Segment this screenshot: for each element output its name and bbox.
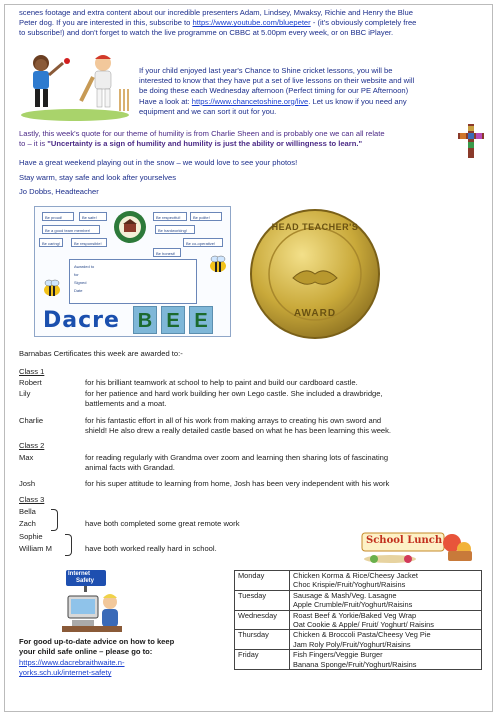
letter-tile-e: E — [189, 306, 213, 334]
award-name-zach: Zach — [19, 519, 36, 528]
internet-safety-paragraph — [19, 637, 229, 657]
table-row — [235, 590, 482, 610]
lunch-day: Wednesday — [235, 610, 290, 630]
award-name-robert: Robert — [19, 378, 42, 387]
blue-peter-link[interactable]: https://www.youtube.com/bluepeter — [192, 18, 311, 28]
cricket-line-2: interested to know that they have put a set of live lessons on their website and will — [139, 76, 415, 86]
award-name-max: Max — [19, 453, 34, 462]
cert-box-hardworking: Be hardworking! — [155, 225, 195, 234]
dacre-logo-text: Dacre — [43, 308, 120, 333]
cert-box-respectful: Be respectful! — [153, 212, 187, 221]
award-name-josh: Josh — [19, 479, 36, 488]
award-reason-charlie: for his fantastic effort in all of his work from making arrays to creating his own sword and shield! He also drew a really detailed castle based on what he has been learning this week. — [85, 416, 392, 436]
humility-quote: "Uncertainty is a sign of humility and humility is just the ability or willingness to learn." — [47, 139, 363, 149]
award-reason-robert: for his brilliant teamwork at school to help to paint and build our cardboard castle. — [85, 378, 358, 387]
for-label: for — [74, 272, 79, 277]
award-reason-lily: for her patience and hard work building her own Lego castle. She included a drawbridge, battlements and a moat. — [85, 389, 383, 409]
table-row — [235, 571, 482, 591]
award-name-lily: Lily — [19, 389, 31, 398]
cert-box-team: Be a good team member! — [42, 225, 100, 234]
award-name-charlie: Charlie — [19, 416, 44, 425]
quote-line-1: Lastly, this week's quote for our theme of humility is from Charlie Sheen and is probably one we can all relate — [19, 129, 385, 138]
internet-safety-sign: Internet Safety — [68, 571, 95, 584]
intro-line-1: scenes footage and extra content about our incredible presenters Adam, Lindsey, Mwaksy, Richie and Henry the Blue — [19, 8, 413, 17]
school-badge-icon — [113, 210, 147, 244]
intro-line-2: Peter dog. If you are interested in this, subscribe to https://www.youtube.com/bluepeter - (it's obviously completely free — [19, 18, 417, 28]
award-reason-group-2: have both worked really hard in school. — [85, 544, 217, 553]
lunch-day: Thursday — [235, 630, 290, 650]
award-name-bella: Bella — [19, 507, 36, 516]
cricket-paragraph — [139, 66, 491, 117]
barnabas-heading: Barnabas Certificates this week are awarded to:- — [19, 349, 183, 358]
school-lunch-banner — [360, 529, 478, 565]
medal-top-text: HEAD TEACHER'S — [271, 222, 359, 232]
signed-label: Signed — [74, 280, 87, 285]
table-row — [235, 630, 482, 650]
cricket-players-illustration — [19, 49, 131, 121]
chance-to-shine-link[interactable]: https://www.chancetoshine.org/live — [191, 96, 309, 106]
bracket-group-1 — [51, 509, 58, 531]
letter-tile-e: E — [161, 306, 185, 334]
lunch-menu: Fish Fingers/Veggie Burger Banana Sponge/Fruit/Yoghurt/Raisins — [290, 650, 482, 670]
cert-box-safe: Be safe! — [79, 212, 107, 221]
table-row — [235, 610, 482, 630]
cert-box-honest: Be honest! — [153, 248, 181, 257]
cricket-line-5: equipment and we can sort it out for you. — [139, 106, 277, 116]
award-name-william: William M — [19, 544, 52, 553]
bee-icon — [207, 255, 229, 273]
cross-icon — [458, 124, 484, 158]
date-label: Date — [74, 288, 83, 293]
award-reason-group-1: have both completed some great remote work — [85, 519, 240, 528]
newsletter-page — [4, 4, 493, 712]
lunch-menu: Chicken & Broccoli Pasta/Cheesy Veg Pie Jam Roly Poly/Fruit/Yoghurt/Raisins — [290, 630, 482, 650]
letter-tile-b: B — [133, 306, 157, 334]
awarded-to-label: Awarded to — [74, 264, 95, 269]
award-name-sophie: Sophie — [19, 532, 43, 541]
stay-safe-message: Stay warm, stay safe and look after yourselves — [19, 173, 177, 182]
weekend-message: Have a great weekend playing out in the snow – we would love to see your photos! — [19, 158, 298, 167]
internet-line-2: your child safe online – please go to: — [19, 647, 153, 657]
bee-icon — [41, 279, 63, 297]
award-reason-max: for reading regularly with Grandma over zoom and learning then sharing lots of fascinating animal facts with Grandad. — [85, 453, 389, 473]
school-lunch-title: School Lunch — [366, 535, 443, 546]
cert-box-cooperative: Be co-operative! — [183, 238, 223, 247]
internet-line-1: For good up-to-date advice on how to keep — [19, 637, 175, 646]
quote-line-2: to – it is "Uncertainty is a sign of humility and humility is just the ability or willingness to learn." — [19, 139, 363, 149]
lunch-menu: Sausage & Mash/Veg. Lasagne Apple Crumble/Fruit/Yoghurt/Raisins — [290, 590, 482, 610]
bracket-group-2 — [65, 534, 72, 556]
lunch-menu: Roast Beef & Yorkie/Baked Veg Wrap Oat Cookie & Apple/ Fruit/ Yoghurt/ Raisins — [290, 610, 482, 630]
lunch-day: Monday — [235, 571, 290, 591]
blue-peter-paragraph — [19, 8, 489, 39]
class-3-heading: Class 3 — [19, 495, 45, 504]
medal-bottom-text: AWARD — [293, 308, 337, 319]
lunch-menu-table — [234, 570, 482, 670]
table-row — [235, 650, 482, 670]
internet-safety-image — [60, 568, 125, 634]
quote-paragraph — [19, 129, 455, 149]
barnabas-certificate-image — [34, 206, 231, 337]
intro-line-3: to subscribe!) and don't forget to watch the live programme on CBBC at 5.00pm every week, or on BBC iPlayer. — [19, 28, 394, 38]
cert-box-caring: Be caring! — [39, 238, 63, 247]
cricket-line-1: If your child enjoyed last year's Chance to Shine cricket lessons, you will be — [139, 66, 393, 75]
cert-box-responsible: Be responsible! — [71, 238, 107, 247]
internet-safety-link[interactable]: https://www.dacrebraithwaite.n- yorks.sch.uk/internet-safety — [19, 658, 125, 678]
class-1-heading: Class 1 — [19, 367, 45, 376]
award-reason-josh: for his super attitude to learning from home, Josh has been very independent with his work — [85, 479, 390, 488]
cricket-line-3: be doing these each Wednesday afternoon (Perfect timing for our PE Afternoon) — [139, 86, 409, 96]
award-box — [69, 259, 197, 304]
class-2-heading: Class 2 — [19, 441, 45, 450]
head-teacher-award-medal — [249, 208, 381, 340]
cert-box-polite: Be polite! — [190, 212, 222, 221]
headteacher-signature: Jo Dobbs, Headteacher — [19, 187, 99, 196]
lunch-menu: Chicken Korma & Rice/Cheesy Jacket Choc Krispie/Fruit/Yoghurt/Raisins — [290, 571, 482, 591]
cert-box-proud: Be proud! — [42, 212, 74, 221]
lunch-day: Friday — [235, 650, 290, 670]
cricket-line-4: Have a look at: https://www.chancetoshine.org/live. Let us know if you need any — [139, 96, 407, 106]
lunch-day: Tuesday — [235, 590, 290, 610]
